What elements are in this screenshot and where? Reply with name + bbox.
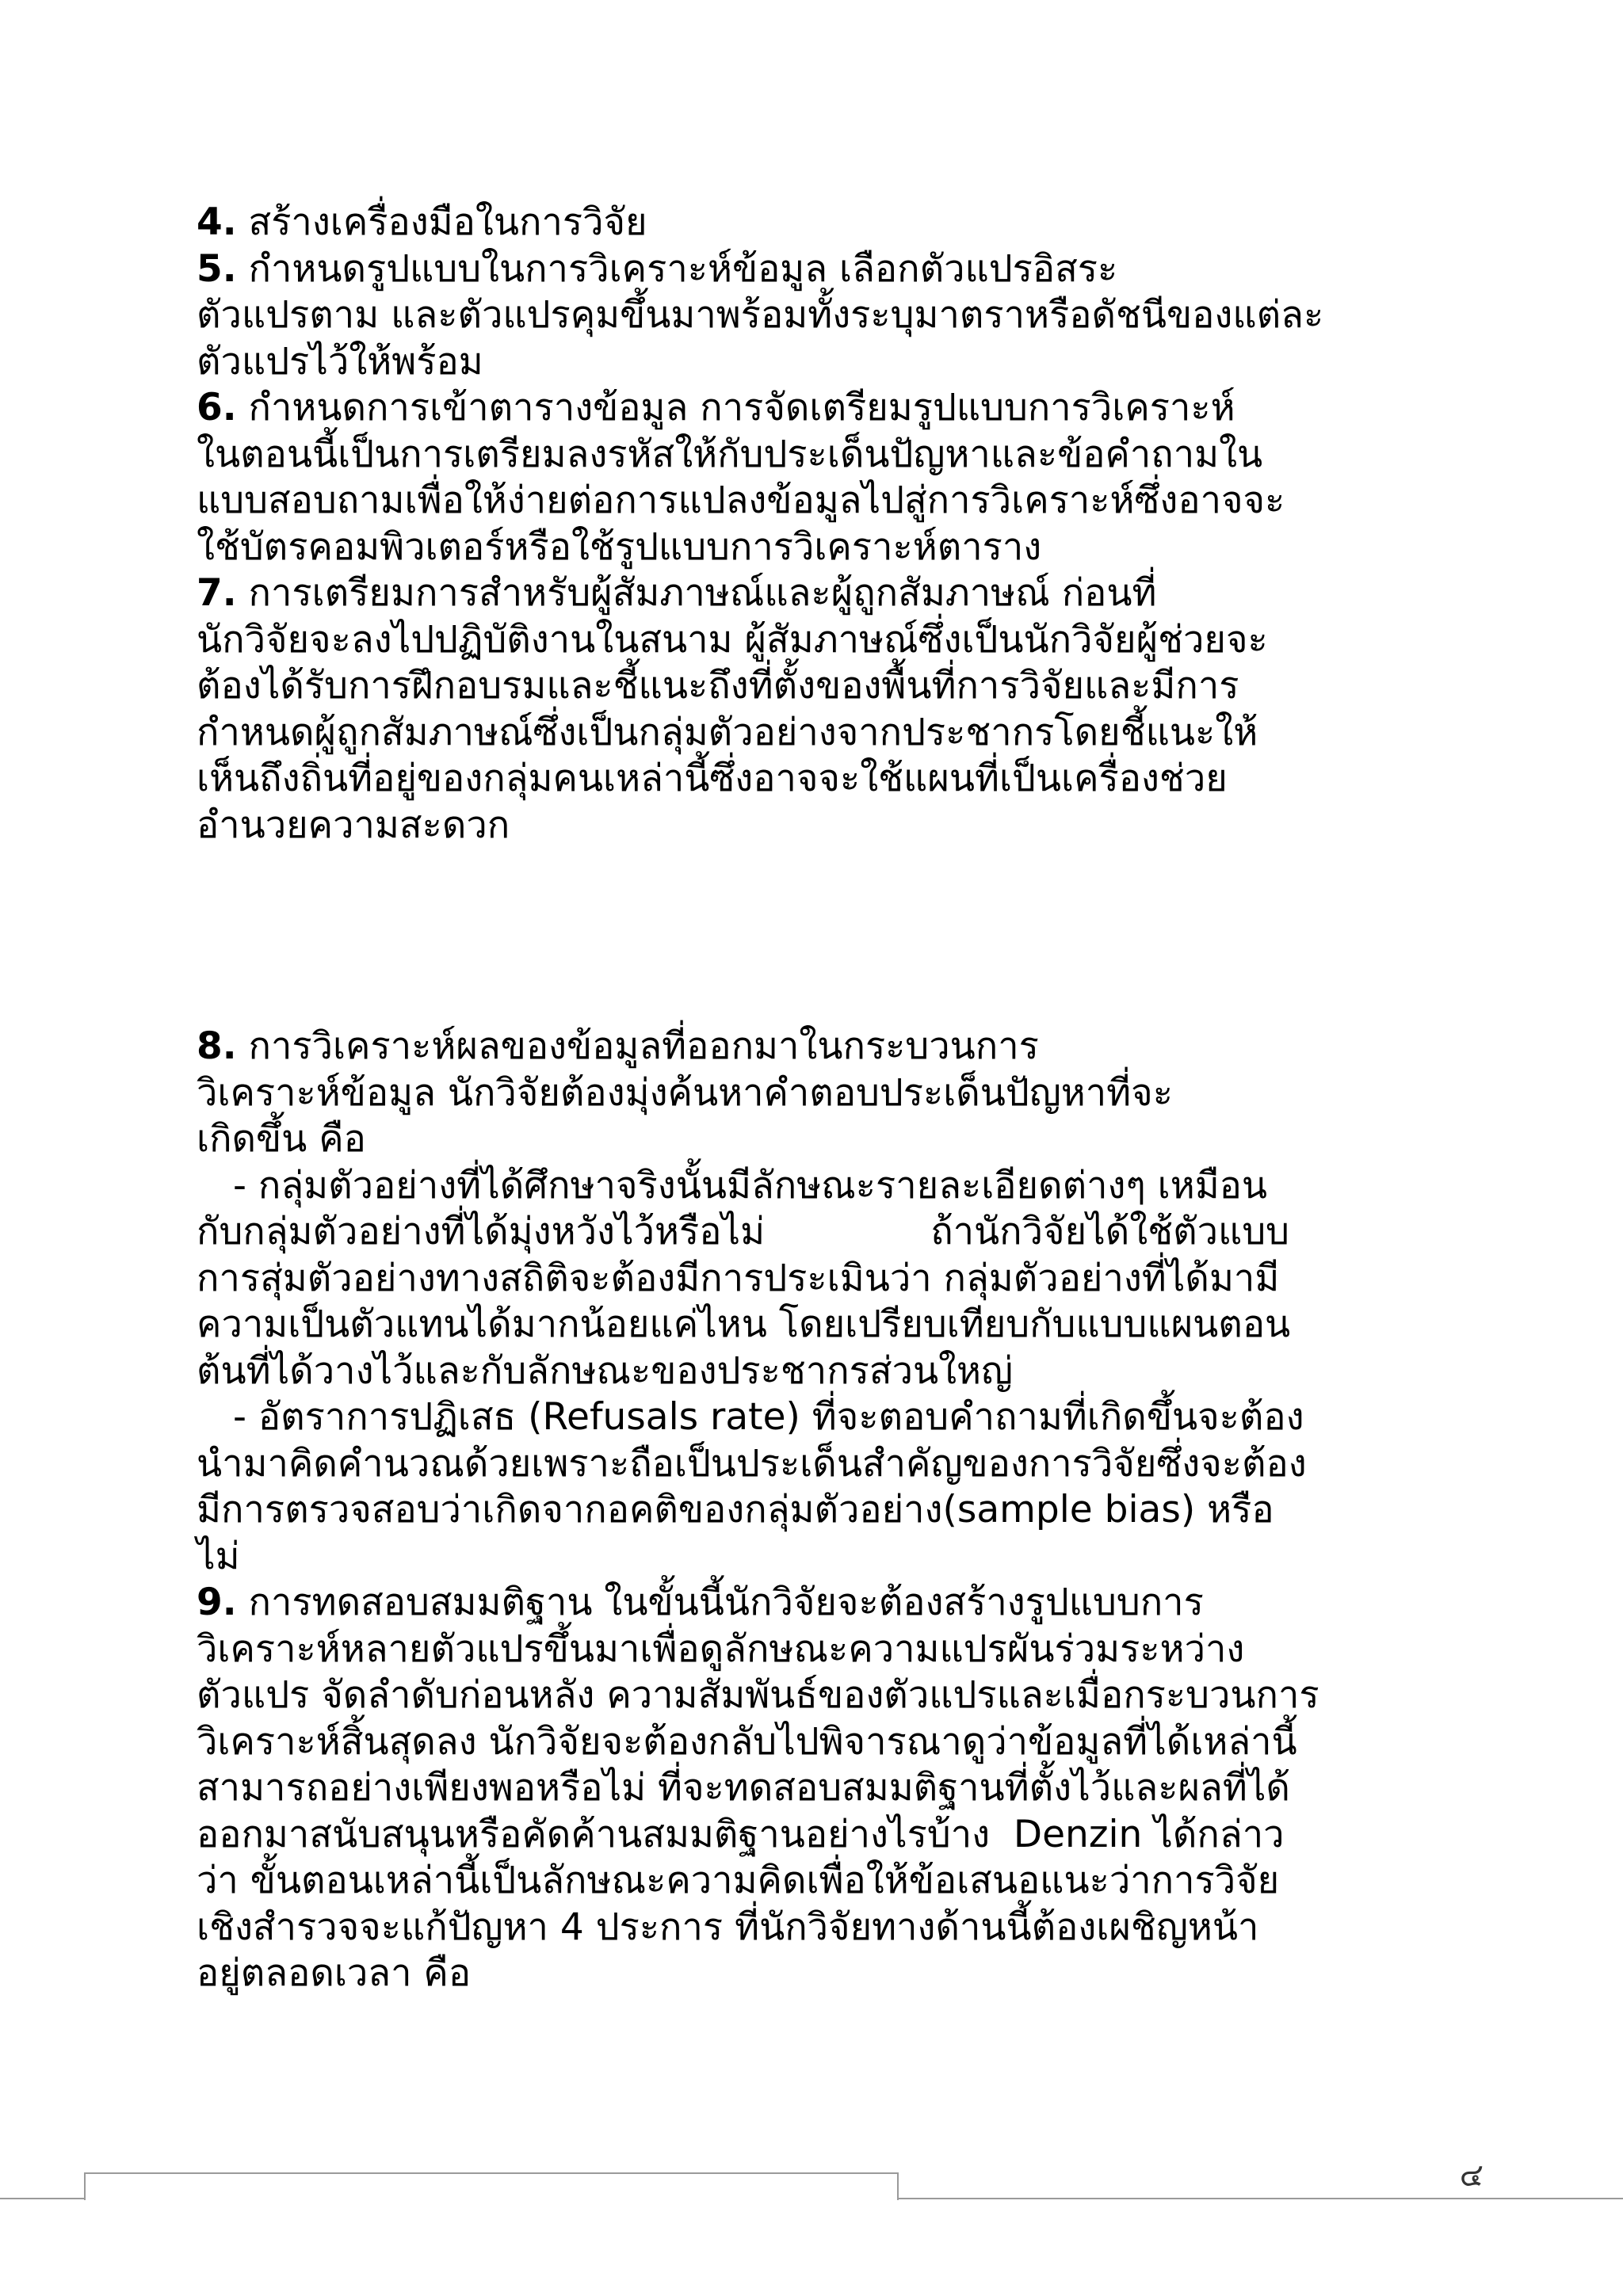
line-text: ตัวแปรไว้ให้พร้อม	[197, 339, 483, 383]
text-line	[197, 1627, 1433, 1673]
text-line	[197, 1024, 1433, 1070]
text-line	[197, 663, 1433, 710]
item-number: 5.	[197, 246, 237, 291]
line-text: - อัตราการปฏิเสธ (Refusals rate) ที่จะตอบคำถามที่เกิดขึ้นจะต้อง	[233, 1395, 1304, 1439]
text-line	[197, 756, 1433, 803]
item-number: 7.	[197, 571, 237, 615]
line-text: ความเป็นตัวแทนได้มากน้อยแค่ไหน โดยเปรียบเทียบกับแบบแผนตอน	[197, 1302, 1291, 1346]
line-text: ว่า ขั้นตอนเหล่านี้เป็นลักษณะความคิดเพื่อให้ข้อเสนอแนะว่าการวิจัย	[197, 1859, 1280, 1902]
bullet-line	[197, 1163, 1433, 1210]
text-line	[197, 1812, 1433, 1859]
line-text: แบบสอบถามเพื่อให้ง่ายต่อการแปลงข้อมูลไปสู่การวิเคราะห์ซึ่งอาจจะ	[197, 479, 1285, 522]
text-line	[197, 1672, 1433, 1719]
text-line	[197, 200, 1433, 246]
line-text: กำหนดรูปแบบในการวิเคราะห์ข้อมูล เลือกตัวแปรอิสระ	[236, 246, 1118, 291]
line-text: อำนวยความสะดวก	[197, 803, 510, 847]
text-line	[197, 385, 1433, 432]
text-line	[197, 1534, 1433, 1581]
line-text: เห็นถึงถิ่นที่อยู่ของกลุ่มคนเหล่านี้ซึ่งอาจจะใช้แผนที่เป็นเครื่องช่วย	[197, 757, 1228, 800]
line-text: ไม่	[197, 1534, 240, 1578]
text-line	[197, 1256, 1433, 1302]
text-line	[197, 1905, 1433, 1951]
line-text: ตัวแปร จัดลำดับก่อนหลัง ความสัมพันธ์ของตัวแปรและเมื่อกระบวนการ	[197, 1673, 1319, 1717]
text-line	[197, 1209, 1433, 1256]
footer-box	[84, 2172, 899, 2200]
line-text: อยู่ตลอดเวลา คือ	[197, 1951, 472, 1995]
text-line	[197, 292, 1433, 339]
line-text: ในตอนนี้เป็นการเตรียมลงรหัสให้กับประเด็นปัญหาและข้อคำถามใน	[197, 432, 1263, 476]
text-line	[197, 1951, 1433, 1997]
page-number: ๔	[1459, 2157, 1484, 2194]
text-line	[197, 478, 1433, 524]
section-items-8-to-9	[197, 1024, 1433, 1997]
line-text: ใช้บัตรคอมพิวเตอร์หรือใช้รูปแบบการวิเคราะห์ตาราง	[197, 524, 1042, 569]
line-text: นำมาคิดคำนวณด้วยเพราะถือเป็นประเด็นสำคัญของการวิจัยซึ่งจะต้อง	[197, 1441, 1307, 1486]
text-line	[197, 710, 1433, 757]
item-number: 4.	[197, 200, 237, 244]
text-line	[197, 803, 1433, 849]
line-text: การสุ่มตัวอย่างทางสถิติจะต้องมีการประเมินว่า กลุ่มตัวอย่างที่ได้มามี	[197, 1256, 1280, 1300]
text-line	[197, 524, 1433, 571]
text-line	[197, 432, 1433, 479]
text-line	[197, 570, 1433, 617]
text-line	[197, 1441, 1433, 1488]
line-text: ต้นที่ได้วางไว้และกับลักษณะของประชากรส่วนใหญ่	[197, 1348, 1014, 1393]
line-text: วิเคราะห์สิ้นสุดลง นักวิจัยจะต้องกลับไปพิจารณาดูว่าข้อมูลที่ได้เหล่านี้	[197, 1719, 1297, 1764]
line-text: สร้างเครื่องมือในการวิจัย	[236, 200, 647, 244]
item-number: 8.	[197, 1024, 237, 1068]
line-text: - กลุ่มตัวอย่างที่ได้ศึกษาจริงนั้นมีลักษณะรายละเอียดต่างๆ เหมือน	[233, 1163, 1268, 1207]
text-line	[197, 1765, 1433, 1812]
line-text: ต้องได้รับการฝึกอบรมและชี้แนะถึงที่ตั้งของพื้นที่การวิจัยและมีการ	[197, 664, 1239, 707]
item-number: 6.	[197, 386, 237, 429]
line-text: การทดสอบสมมติฐาน ในขั้นนี้นักวิจัยจะต้องสร้างรูปแบบการ	[236, 1581, 1204, 1624]
text-line	[197, 1116, 1433, 1163]
line-text: เชิงสำรวจจะแก้ปัญหา 4 ประการ ที่นักวิจัยทางด้านนี้ต้องเผชิญหน้า	[197, 1905, 1259, 1949]
line-text: ตัวแปรตาม และตัวแปรคุมขึ้นมาพร้อมทั้งระบุมาตราหรือดัชนีของแต่ละ	[197, 293, 1324, 337]
section-items-4-to-7	[197, 200, 1433, 849]
text-line	[197, 339, 1433, 386]
line-text: กำหนดการเข้าตารางข้อมูล การจัดเตรียมรูปแบบการวิเคราะห์	[236, 386, 1235, 429]
text-line	[197, 1719, 1433, 1766]
line-text: นักวิจัยจะลงไปปฏิบัติงานในสนาม ผู้สัมภาษณ์ซึ่งเป็นนักวิจัยผู้ช่วยจะ	[197, 617, 1268, 662]
line-text: เกิดขึ้น คือ	[197, 1117, 366, 1161]
item-number: 9.	[197, 1581, 237, 1624]
line-text: วิเคราะห์หลายตัวแปรขึ้นมาเพื่อดูลักษณะความแปรผันร่วมระหว่าง	[197, 1627, 1245, 1671]
text-line	[197, 617, 1433, 664]
line-text: กำหนดผู้ถูกสัมภาษณ์ซึ่งเป็นกลุ่มตัวอย่างจากประชากรโดยชี้แนะให้	[197, 710, 1258, 754]
line-text: การเตรียมการสำหรับผู้สัมภาษณ์และผู้ถูกสัมภาษณ์ ก่อนที่	[236, 571, 1157, 615]
line-text: ออกมาสนับสนุนหรือคัดค้านสมมติฐานอย่างไรบ้าง Denzin ได้กล่าว	[197, 1812, 1285, 1856]
text-line	[197, 246, 1433, 293]
text-line	[197, 1348, 1433, 1395]
line-text: มีการตรวจสอบว่าเกิดจากอคติของกลุ่มตัวอย่าง(sample bias) หรือ	[197, 1488, 1274, 1531]
line-text: การวิเคราะห์ผลของข้อมูลที่ออกมาในกระบวนการ	[236, 1024, 1039, 1068]
text-line	[197, 1858, 1433, 1905]
line-text: วิเคราะห์ข้อมูล นักวิจัยต้องมุ่งค้นหาคำตอบประเด็นปัญหาที่จะ	[197, 1070, 1173, 1115]
bullet-line	[197, 1394, 1433, 1441]
text-line	[197, 1302, 1433, 1348]
text-line	[197, 1070, 1433, 1117]
line-text: กับกลุ่มตัวอย่างที่ได้มุ่งหวังไว้หรือไม่ ถ้านักวิจัยได้ใช้ตัวแบบ	[197, 1210, 1289, 1253]
line-text: สามารถอย่างเพียงพอหรือไม่ ที่จะทดสอบสมมติฐานที่ตั้งไว้และผลที่ได้	[197, 1766, 1290, 1810]
text-line	[197, 1580, 1433, 1627]
text-line	[197, 1487, 1433, 1534]
